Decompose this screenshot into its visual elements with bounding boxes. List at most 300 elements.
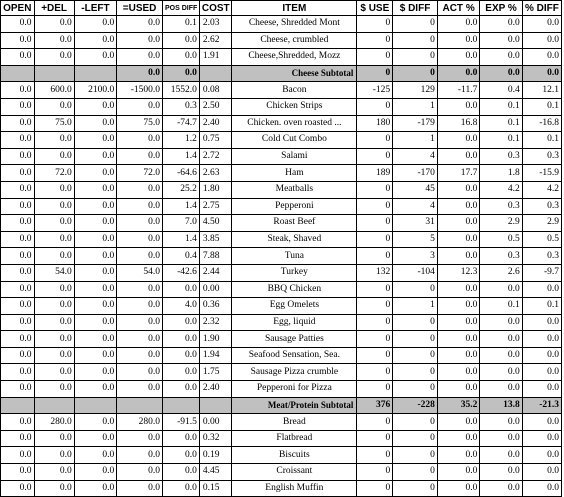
cell-item[interactable]: Bread — [232, 414, 357, 431]
cell-item[interactable]: Ham — [232, 165, 357, 182]
cell-open[interactable]: 0.0 — [1, 447, 35, 464]
cell-pos-diff[interactable]: 0.0 — [163, 314, 200, 331]
cell-cost[interactable]: 2.75 — [199, 198, 231, 215]
cell-left[interactable]: 0.0 — [74, 314, 116, 331]
cell-cost[interactable]: 2.63 — [199, 165, 231, 182]
cell-cost[interactable]: 0.19 — [199, 447, 231, 464]
cell-pos-diff[interactable]: 0.0 — [163, 381, 200, 398]
cell-pct-diff[interactable]: -15.9 — [522, 165, 561, 182]
cell-exp-pct[interactable]: 0.0 — [480, 314, 522, 331]
cell-dollar-diff[interactable]: 0 — [393, 281, 438, 298]
col-header-item[interactable]: ITEM — [232, 1, 357, 16]
cell-pct-diff[interactable]: -21.3 — [522, 397, 561, 414]
cell-act-pct[interactable]: 0.0 — [437, 132, 479, 149]
cell-exp-pct[interactable]: 0.1 — [480, 98, 522, 115]
cell-open[interactable]: 0.0 — [1, 165, 35, 182]
cell-used[interactable]: 54.0 — [117, 264, 163, 281]
cell-item[interactable]: Cheese,Shredded, Mozz — [232, 49, 357, 66]
cell-item[interactable]: Pepperoni for Pizza — [232, 381, 357, 398]
cell-used[interactable]: 0.0 — [117, 148, 163, 165]
cell-dollar-use[interactable]: 0 — [357, 447, 393, 464]
cell-act-pct[interactable]: 0.0 — [437, 347, 479, 364]
col-header-dollar-use[interactable]: $ USE — [357, 1, 393, 16]
cell-exp-pct[interactable]: 0.0 — [480, 480, 522, 497]
cell-open[interactable]: 0.0 — [1, 364, 35, 381]
cell-pos-diff[interactable]: 0.0 — [163, 430, 200, 447]
cell-dollar-use[interactable]: 0 — [357, 181, 393, 198]
cell-left[interactable]: 0.0 — [74, 16, 116, 33]
cell-dollar-diff[interactable]: 0 — [393, 16, 438, 33]
cell-open[interactable]: 0.0 — [1, 480, 35, 497]
cell-dollar-diff[interactable]: 0 — [393, 65, 438, 82]
cell-del[interactable]: 0.0 — [34, 364, 74, 381]
cell-exp-pct[interactable]: 0.0 — [480, 331, 522, 348]
cell-dollar-use[interactable]: 0 — [357, 364, 393, 381]
cell-item[interactable]: Meatballs — [232, 181, 357, 198]
cell-cost[interactable]: 7.88 — [199, 248, 231, 265]
cell-del[interactable]: 0.0 — [34, 32, 74, 49]
cell-act-pct[interactable]: 0.0 — [437, 447, 479, 464]
cell-dollar-diff[interactable]: 1 — [393, 132, 438, 149]
cell-pct-diff[interactable]: 0.1 — [522, 98, 561, 115]
cell-exp-pct[interactable]: 0.5 — [480, 231, 522, 248]
col-header-pct-diff[interactable]: % DIFF — [522, 1, 561, 16]
cell-used[interactable]: -1500.0 — [117, 82, 163, 99]
cell-item[interactable]: Cheese Subtotal — [232, 65, 357, 82]
cell-item[interactable]: Biscuits — [232, 447, 357, 464]
cell-dollar-diff[interactable]: -104 — [393, 264, 438, 281]
cell-act-pct[interactable]: 0.0 — [437, 181, 479, 198]
cell-act-pct[interactable]: 0.0 — [437, 248, 479, 265]
cell-cost[interactable]: 2.03 — [199, 16, 231, 33]
cell-left[interactable]: 0.0 — [74, 165, 116, 182]
cell-used[interactable]: 0.0 — [117, 281, 163, 298]
cell-cost[interactable]: 0.75 — [199, 132, 231, 149]
cell-exp-pct[interactable]: 0.0 — [480, 447, 522, 464]
cell-item[interactable]: Cheese, Shredded Mont — [232, 16, 357, 33]
cell-del[interactable]: 0.0 — [34, 181, 74, 198]
cell-dollar-diff[interactable]: 31 — [393, 215, 438, 232]
cell-act-pct[interactable]: 0.0 — [437, 49, 479, 66]
cell-left[interactable]: 0.0 — [74, 32, 116, 49]
col-header-del[interactable]: +DEL — [34, 1, 74, 16]
cell-act-pct[interactable]: 0.0 — [437, 98, 479, 115]
cell-exp-pct[interactable]: 0.0 — [480, 347, 522, 364]
cell-cost[interactable] — [199, 65, 231, 82]
cell-pos-diff[interactable]: -91.5 — [163, 414, 200, 431]
cell-item[interactable]: English Muffin — [232, 480, 357, 497]
cell-pct-diff[interactable]: 0.3 — [522, 248, 561, 265]
cell-cost[interactable]: 0.32 — [199, 430, 231, 447]
cell-used[interactable]: 72.0 — [117, 165, 163, 182]
cell-dollar-diff[interactable]: 0 — [393, 447, 438, 464]
cell-dollar-use[interactable]: 0 — [357, 347, 393, 364]
cell-left[interactable]: 0.0 — [74, 115, 116, 132]
cell-exp-pct[interactable]: 2.9 — [480, 215, 522, 232]
cell-left[interactable]: 0.0 — [74, 298, 116, 315]
cell-pct-diff[interactable]: 0.0 — [522, 16, 561, 33]
cell-cost[interactable]: 2.72 — [199, 148, 231, 165]
cell-left[interactable]: 0.0 — [74, 231, 116, 248]
cell-open[interactable]: 0.0 — [1, 16, 35, 33]
cell-open[interactable]: 0.0 — [1, 49, 35, 66]
cell-item[interactable]: Cheese, crumbled — [232, 32, 357, 49]
col-header-left[interactable]: -LEFT — [74, 1, 116, 16]
cell-cost[interactable]: 1.90 — [199, 331, 231, 348]
cell-used[interactable]: 0.0 — [117, 16, 163, 33]
cell-item[interactable]: Tuna — [232, 248, 357, 265]
cell-exp-pct[interactable]: 4.2 — [480, 181, 522, 198]
cell-del[interactable]: 0.0 — [34, 198, 74, 215]
cell-cost[interactable] — [199, 397, 231, 414]
cell-dollar-diff[interactable]: 0 — [393, 331, 438, 348]
cell-open[interactable]: 0.0 — [1, 414, 35, 431]
cell-item[interactable]: Sausage Patties — [232, 331, 357, 348]
cell-dollar-diff[interactable]: 0 — [393, 32, 438, 49]
cell-used[interactable]: 0.0 — [117, 181, 163, 198]
cell-used[interactable]: 0.0 — [117, 364, 163, 381]
cell-cost[interactable]: 0.08 — [199, 82, 231, 99]
cell-left[interactable]: 0.0 — [74, 331, 116, 348]
cell-open[interactable]: 0.0 — [1, 347, 35, 364]
cell-pos-diff[interactable]: -64.6 — [163, 165, 200, 182]
cell-cost[interactable]: 3.85 — [199, 231, 231, 248]
cell-exp-pct[interactable]: 0.1 — [480, 298, 522, 315]
cell-act-pct[interactable]: 0.0 — [437, 148, 479, 165]
cell-item[interactable]: Flatbread — [232, 430, 357, 447]
cell-left[interactable]: 0.0 — [74, 264, 116, 281]
cell-dollar-use[interactable]: -125 — [357, 82, 393, 99]
cell-pos-diff[interactable]: 0.1 — [163, 16, 200, 33]
cell-cost[interactable]: 2.44 — [199, 264, 231, 281]
cell-left[interactable]: 0.0 — [74, 414, 116, 431]
cell-dollar-diff[interactable]: 0 — [393, 364, 438, 381]
cell-open[interactable]: 0.0 — [1, 381, 35, 398]
cell-dollar-use[interactable]: 0 — [357, 32, 393, 49]
cell-pct-diff[interactable]: 0.0 — [522, 314, 561, 331]
cell-pct-diff[interactable]: 0.0 — [522, 364, 561, 381]
cell-dollar-diff[interactable]: 0 — [393, 347, 438, 364]
cell-dollar-use[interactable]: 0 — [357, 298, 393, 315]
cell-used[interactable]: 0.0 — [117, 347, 163, 364]
cell-dollar-use[interactable]: 0 — [357, 314, 393, 331]
cell-exp-pct[interactable]: 1.8 — [480, 165, 522, 182]
cell-item[interactable]: Chicken. oven roasted ... — [232, 115, 357, 132]
cell-item[interactable]: Croissant — [232, 464, 357, 481]
cell-pct-diff[interactable]: 0.0 — [522, 65, 561, 82]
cell-dollar-diff[interactable]: 0 — [393, 464, 438, 481]
cell-item[interactable]: Roast Beef — [232, 215, 357, 232]
cell-cost[interactable]: 0.15 — [199, 480, 231, 497]
cell-item[interactable]: Salami — [232, 148, 357, 165]
cell-del[interactable]: 0.0 — [34, 49, 74, 66]
cell-cost[interactable]: 1.80 — [199, 181, 231, 198]
cell-act-pct[interactable]: 0.0 — [437, 314, 479, 331]
cell-pct-diff[interactable]: 0.0 — [522, 464, 561, 481]
cell-dollar-diff[interactable]: -170 — [393, 165, 438, 182]
cell-dollar-diff[interactable]: 1 — [393, 98, 438, 115]
cell-dollar-use[interactable]: 0 — [357, 16, 393, 33]
cell-dollar-use[interactable]: 0 — [357, 248, 393, 265]
cell-cost[interactable]: 1.75 — [199, 364, 231, 381]
cell-open[interactable] — [1, 397, 35, 414]
cell-exp-pct[interactable]: 0.1 — [480, 115, 522, 132]
cell-dollar-diff[interactable]: 0 — [393, 480, 438, 497]
cell-used[interactable]: 0.0 — [117, 447, 163, 464]
cell-cost[interactable]: 1.91 — [199, 49, 231, 66]
cell-used[interactable]: 0.0 — [117, 314, 163, 331]
cell-dollar-diff[interactable]: 0 — [393, 414, 438, 431]
cell-pos-diff[interactable]: 1552.0 — [163, 82, 200, 99]
cell-open[interactable]: 0.0 — [1, 231, 35, 248]
cell-del[interactable]: 0.0 — [34, 464, 74, 481]
cell-act-pct[interactable]: 0.0 — [437, 480, 479, 497]
cell-act-pct[interactable]: 16.8 — [437, 115, 479, 132]
cell-dollar-diff[interactable]: 1 — [393, 298, 438, 315]
cell-pos-diff[interactable]: 0.0 — [163, 331, 200, 348]
cell-open[interactable]: 0.0 — [1, 298, 35, 315]
cell-exp-pct[interactable]: 13.8 — [480, 397, 522, 414]
cell-left[interactable]: 0.0 — [74, 132, 116, 149]
cell-open[interactable]: 0.0 — [1, 32, 35, 49]
cell-exp-pct[interactable]: 0.0 — [480, 430, 522, 447]
cell-used[interactable] — [117, 397, 163, 414]
cell-dollar-use[interactable]: 0 — [357, 464, 393, 481]
cell-del[interactable]: 600.0 — [34, 82, 74, 99]
cell-pos-diff[interactable]: 0.4 — [163, 248, 200, 265]
cell-del[interactable]: 0.0 — [34, 248, 74, 265]
cell-used[interactable]: 0.0 — [117, 98, 163, 115]
cell-used[interactable]: 0.0 — [117, 430, 163, 447]
cell-cost[interactable]: 2.50 — [199, 98, 231, 115]
cell-act-pct[interactable]: 0.0 — [437, 430, 479, 447]
cell-pos-diff[interactable]: 0.0 — [163, 281, 200, 298]
cell-left[interactable]: 0.0 — [74, 480, 116, 497]
cell-dollar-diff[interactable]: -179 — [393, 115, 438, 132]
cell-used[interactable]: 280.0 — [117, 414, 163, 431]
cell-dollar-use[interactable]: 0 — [357, 215, 393, 232]
cell-dollar-use[interactable]: 180 — [357, 115, 393, 132]
cell-act-pct[interactable]: 0.0 — [437, 364, 479, 381]
col-header-exp-pct[interactable]: EXP % — [480, 1, 522, 16]
cell-pct-diff[interactable]: 0.3 — [522, 198, 561, 215]
cell-pos-diff[interactable]: 0.0 — [163, 49, 200, 66]
cell-pct-diff[interactable]: 0.0 — [522, 49, 561, 66]
cell-pos-diff[interactable]: 0.0 — [163, 347, 200, 364]
cell-exp-pct[interactable]: 0.0 — [480, 16, 522, 33]
cell-open[interactable]: 0.0 — [1, 148, 35, 165]
cell-dollar-use[interactable]: 0 — [357, 65, 393, 82]
cell-used[interactable]: 0.0 — [117, 215, 163, 232]
cell-dollar-diff[interactable]: 0 — [393, 49, 438, 66]
cell-act-pct[interactable]: 12.3 — [437, 264, 479, 281]
cell-left[interactable]: 0.0 — [74, 248, 116, 265]
cell-dollar-use[interactable]: 0 — [357, 98, 393, 115]
cell-used[interactable]: 0.0 — [117, 464, 163, 481]
cell-pct-diff[interactable]: 12.1 — [522, 82, 561, 99]
cell-cost[interactable]: 0.00 — [199, 414, 231, 431]
cell-left[interactable]: 0.0 — [74, 447, 116, 464]
cell-cost[interactable]: 2.32 — [199, 314, 231, 331]
cell-dollar-diff[interactable]: 0 — [393, 314, 438, 331]
cell-pos-diff[interactable]: 0.3 — [163, 98, 200, 115]
cell-dollar-use[interactable]: 0 — [357, 281, 393, 298]
cell-exp-pct[interactable]: 0.0 — [480, 381, 522, 398]
cell-act-pct[interactable]: 0.0 — [437, 464, 479, 481]
cell-pct-diff[interactable]: 0.0 — [522, 430, 561, 447]
cell-open[interactable]: 0.0 — [1, 264, 35, 281]
cell-open[interactable]: 0.0 — [1, 430, 35, 447]
cell-pct-diff[interactable]: 0.0 — [522, 381, 561, 398]
cell-dollar-diff[interactable]: 4 — [393, 148, 438, 165]
cell-pos-diff[interactable]: 0.0 — [163, 447, 200, 464]
cell-pct-diff[interactable]: 0.0 — [522, 480, 561, 497]
col-header-pos-diff[interactable]: POS DIFF — [163, 1, 200, 16]
cell-del[interactable] — [34, 65, 74, 82]
cell-left[interactable]: 0.0 — [74, 181, 116, 198]
col-header-open[interactable]: OPEN — [1, 1, 35, 16]
cell-act-pct[interactable]: 35.2 — [437, 397, 479, 414]
cell-dollar-use[interactable]: 0 — [357, 430, 393, 447]
cell-exp-pct[interactable]: 0.3 — [480, 248, 522, 265]
cell-left[interactable]: 0.0 — [74, 49, 116, 66]
cell-open[interactable]: 0.0 — [1, 215, 35, 232]
cell-left[interactable] — [74, 397, 116, 414]
cell-pos-diff[interactable]: 1.4 — [163, 198, 200, 215]
cell-exp-pct[interactable]: 0.1 — [480, 132, 522, 149]
cell-pos-diff[interactable]: 1.4 — [163, 148, 200, 165]
cell-exp-pct[interactable]: 0.4 — [480, 82, 522, 99]
cell-act-pct[interactable]: 0.0 — [437, 32, 479, 49]
cell-used[interactable]: 0.0 — [117, 198, 163, 215]
cell-del[interactable]: 0.0 — [34, 132, 74, 149]
cell-act-pct[interactable]: 0.0 — [437, 16, 479, 33]
cell-del[interactable]: 280.0 — [34, 414, 74, 431]
cell-left[interactable]: 0.0 — [74, 98, 116, 115]
cell-del[interactable]: 0.0 — [34, 331, 74, 348]
cell-exp-pct[interactable]: 0.3 — [480, 148, 522, 165]
cell-left[interactable]: 0.0 — [74, 148, 116, 165]
cell-open[interactable]: 0.0 — [1, 464, 35, 481]
cell-del[interactable]: 0.0 — [34, 430, 74, 447]
cell-pct-diff[interactable]: 0.0 — [522, 347, 561, 364]
cell-item[interactable]: Egg Omelets — [232, 298, 357, 315]
cell-act-pct[interactable]: 0.0 — [437, 215, 479, 232]
cell-open[interactable]: 0.0 — [1, 98, 35, 115]
cell-del[interactable]: 75.0 — [34, 115, 74, 132]
cell-pct-diff[interactable]: 0.0 — [522, 32, 561, 49]
cell-left[interactable]: 0.0 — [74, 198, 116, 215]
cell-pct-diff[interactable]: 4.2 — [522, 181, 561, 198]
cell-del[interactable]: 72.0 — [34, 165, 74, 182]
cell-pos-diff[interactable]: 0.0 — [163, 464, 200, 481]
cell-open[interactable]: 0.0 — [1, 82, 35, 99]
cell-del[interactable]: 0.0 — [34, 347, 74, 364]
cell-pos-diff[interactable] — [163, 397, 200, 414]
cell-del[interactable]: 54.0 — [34, 264, 74, 281]
cell-used[interactable]: 0.0 — [117, 49, 163, 66]
cell-pct-diff[interactable]: 0.0 — [522, 281, 561, 298]
cell-left[interactable]: 0.0 — [74, 347, 116, 364]
cell-del[interactable]: 0.0 — [34, 231, 74, 248]
cell-dollar-use[interactable]: 0 — [357, 414, 393, 431]
col-header-cost[interactable]: COST — [199, 1, 231, 16]
cell-used[interactable]: 0.0 — [117, 331, 163, 348]
cell-dollar-use[interactable]: 0 — [357, 231, 393, 248]
cell-open[interactable]: 0.0 — [1, 314, 35, 331]
cell-act-pct[interactable]: 0.0 — [437, 414, 479, 431]
cell-item[interactable]: Bacon — [232, 82, 357, 99]
cell-pct-diff[interactable]: -16.8 — [522, 115, 561, 132]
cell-exp-pct[interactable]: 2.6 — [480, 264, 522, 281]
cell-used[interactable]: 0.0 — [117, 381, 163, 398]
cell-del[interactable]: 0.0 — [34, 16, 74, 33]
cell-exp-pct[interactable]: 0.0 — [480, 414, 522, 431]
cell-del[interactable]: 0.0 — [34, 381, 74, 398]
cell-pct-diff[interactable]: 0.5 — [522, 231, 561, 248]
cell-pos-diff[interactable]: 1.4 — [163, 231, 200, 248]
cell-del[interactable]: 0.0 — [34, 281, 74, 298]
cell-cost[interactable]: 0.00 — [199, 281, 231, 298]
cell-item[interactable]: Chicken Strips — [232, 98, 357, 115]
cell-dollar-use[interactable]: 0 — [357, 480, 393, 497]
col-header-dollar-diff[interactable]: $ DIFF — [393, 1, 438, 16]
cell-used[interactable]: 0.0 — [117, 298, 163, 315]
cell-left[interactable]: 0.0 — [74, 281, 116, 298]
cell-dollar-diff[interactable]: 45 — [393, 181, 438, 198]
cell-dollar-use[interactable]: 132 — [357, 264, 393, 281]
cell-exp-pct[interactable]: 0.0 — [480, 364, 522, 381]
cell-dollar-diff[interactable]: 129 — [393, 82, 438, 99]
cell-open[interactable]: 0.0 — [1, 331, 35, 348]
cell-item[interactable]: Sausage Pizza crumble — [232, 364, 357, 381]
cell-exp-pct[interactable]: 0.0 — [480, 32, 522, 49]
cell-cost[interactable]: 0.36 — [199, 298, 231, 315]
cell-dollar-diff[interactable]: 0 — [393, 430, 438, 447]
cell-pct-diff[interactable]: 0.1 — [522, 132, 561, 149]
cell-del[interactable] — [34, 397, 74, 414]
cell-act-pct[interactable]: 0.0 — [437, 381, 479, 398]
cell-act-pct[interactable]: 17.7 — [437, 165, 479, 182]
cell-dollar-use[interactable]: 0 — [357, 381, 393, 398]
cell-cost[interactable]: 4.45 — [199, 464, 231, 481]
cell-act-pct[interactable]: 0.0 — [437, 198, 479, 215]
cell-item[interactable]: BBQ Chicken — [232, 281, 357, 298]
cell-pos-diff[interactable]: 0.0 — [163, 65, 200, 82]
cell-pos-diff[interactable]: 25.2 — [163, 181, 200, 198]
cell-dollar-diff[interactable]: 5 — [393, 231, 438, 248]
cell-used[interactable]: 0.0 — [117, 480, 163, 497]
cell-left[interactable] — [74, 65, 116, 82]
cell-exp-pct[interactable]: 0.0 — [480, 281, 522, 298]
cell-open[interactable] — [1, 65, 35, 82]
cell-pos-diff[interactable]: 0.0 — [163, 480, 200, 497]
cell-dollar-use[interactable]: 376 — [357, 397, 393, 414]
cell-item[interactable]: Meat/Protein Subtotal — [232, 397, 357, 414]
cell-pct-diff[interactable]: -9.7 — [522, 264, 561, 281]
cell-pct-diff[interactable]: 0.0 — [522, 414, 561, 431]
cell-act-pct[interactable]: 0.0 — [437, 231, 479, 248]
cell-item[interactable]: Seafood Sensation, Sea. — [232, 347, 357, 364]
cell-dollar-use[interactable]: 0 — [357, 331, 393, 348]
cell-act-pct[interactable]: 0.0 — [437, 298, 479, 315]
cell-del[interactable]: 0.0 — [34, 298, 74, 315]
cell-pos-diff[interactable]: -42.6 — [163, 264, 200, 281]
cell-pct-diff[interactable]: 0.3 — [522, 148, 561, 165]
cell-dollar-diff[interactable]: -228 — [393, 397, 438, 414]
cell-item[interactable]: Cold Cut Combo — [232, 132, 357, 149]
cell-open[interactable]: 0.0 — [1, 198, 35, 215]
